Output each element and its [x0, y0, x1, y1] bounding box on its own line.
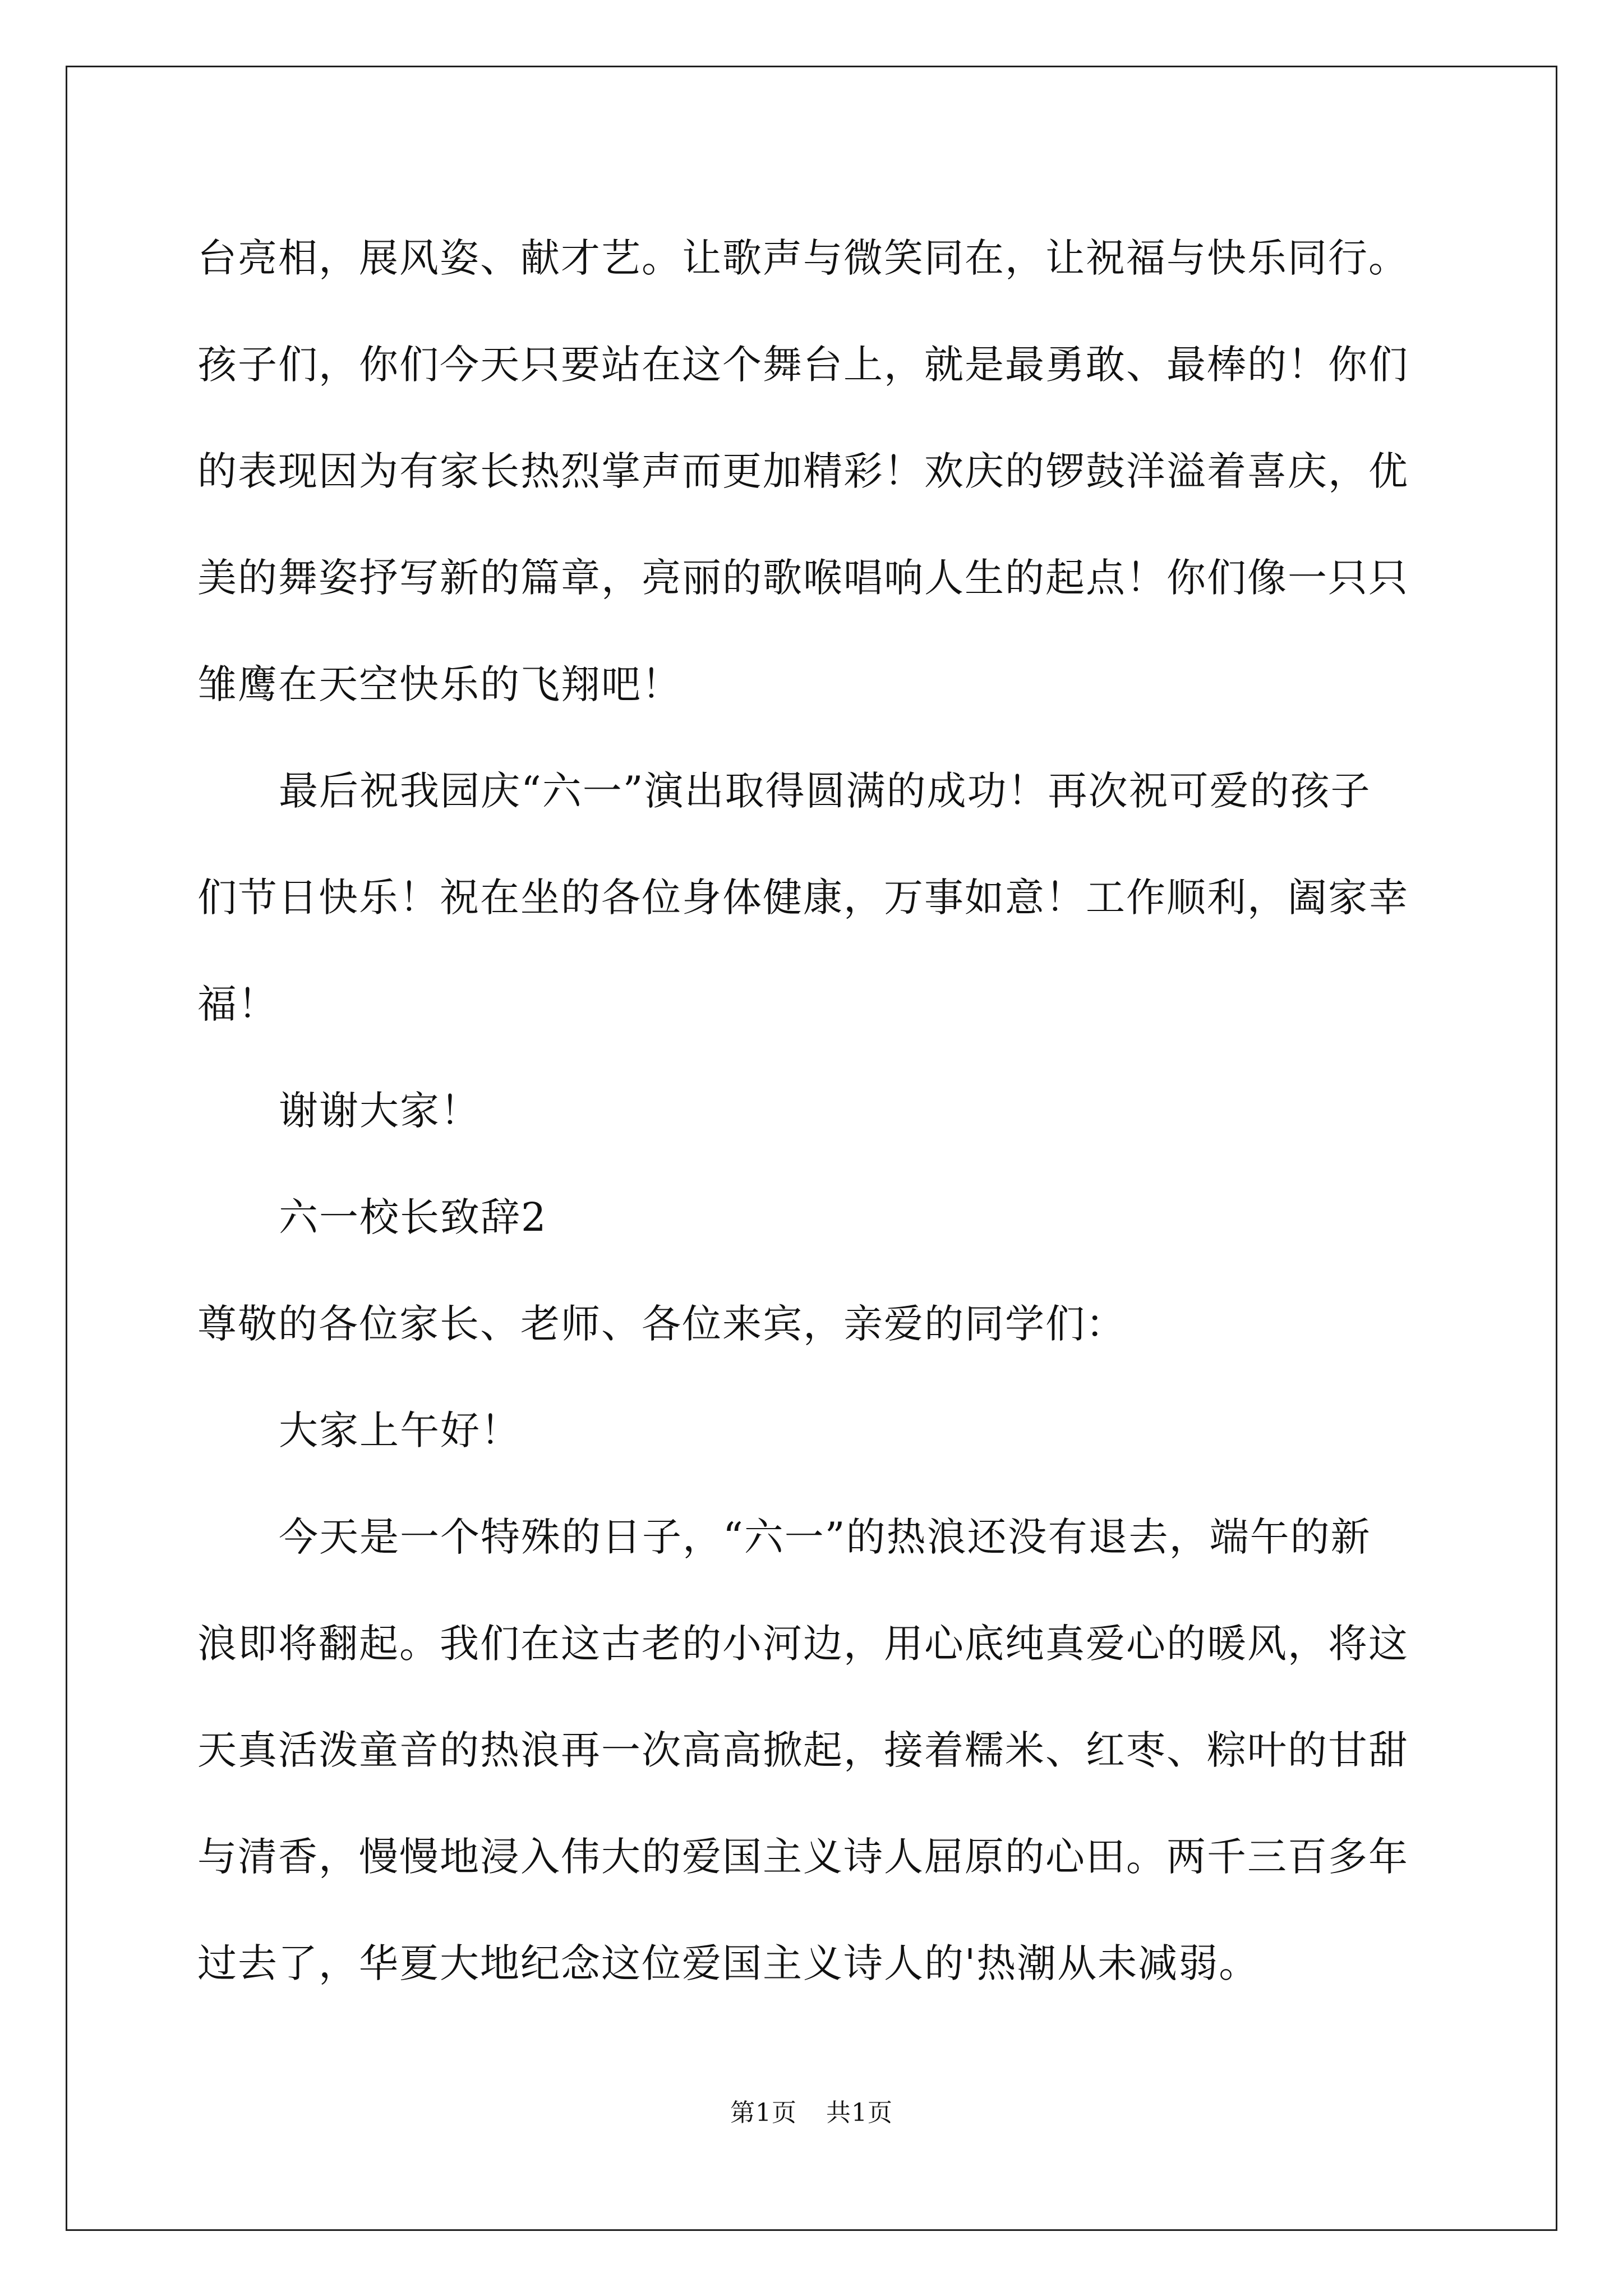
closing-thanks: 谢谢大家！	[279, 1088, 481, 1134]
page-number-total: 共1页	[826, 2099, 893, 2127]
salutation: 尊敬的各位家长、老师、各位来宾，亲爱的同学们：	[197, 1301, 1126, 1347]
text-line: 台亮相，展风姿、献才艺。让歌声与微笑同在，让祝福与快乐同行。	[197, 235, 1409, 281]
text-line: 天真活泼童音的热浪再一次高高掀起，接着糯米、红枣、粽叶的甘甜	[197, 1727, 1409, 1773]
text-line: 浪即将翻起。我们在这古老的小河边，用心底纯真爱心的暖风，将这	[197, 1621, 1409, 1667]
section-heading: 六一校长致辞2	[279, 1194, 547, 1240]
greeting: 大家上午好！	[279, 1407, 521, 1453]
text-line: 与清香，慢慢地浸入伟大的爱国主义诗人屈原的心田。两千三百多年	[197, 1834, 1409, 1880]
page-footer	[0, 2092, 1623, 2128]
text-line: 的表现因为有家长热烈掌声而更加精彩！欢庆的锣鼓洋溢着喜庆，优	[197, 448, 1409, 494]
page-number-current: 第1页	[730, 2099, 797, 2127]
text-line: 最后祝我园庆“六一”演出取得圆满的成功！再次祝可爱的孩子	[279, 768, 1371, 814]
text-line: 过去了，华夏大地纪念这位爱国主义诗人的'热潮从未减弱。	[197, 1940, 1260, 1986]
text-line: 孩子们，你们今天只要站在这个舞台上，就是最勇敢、最棒的！你们	[197, 342, 1409, 388]
text-line: 今天是一个特殊的日子，“六一”的热浪还没有退去，端午的新	[279, 1514, 1371, 1560]
text-line: 们节日快乐！祝在坐的各位身体健康，万事如意！工作顺利，阖家幸	[197, 875, 1409, 921]
text-line: 美的舞姿抒写新的篇章，亮丽的歌喉唱响人生的起点！你们像一只只	[197, 555, 1409, 601]
document-body	[197, 205, 1437, 2017]
text-line: 福！	[197, 981, 278, 1027]
text-line: 雏鹰在天空快乐的飞翔吧！	[197, 661, 682, 707]
